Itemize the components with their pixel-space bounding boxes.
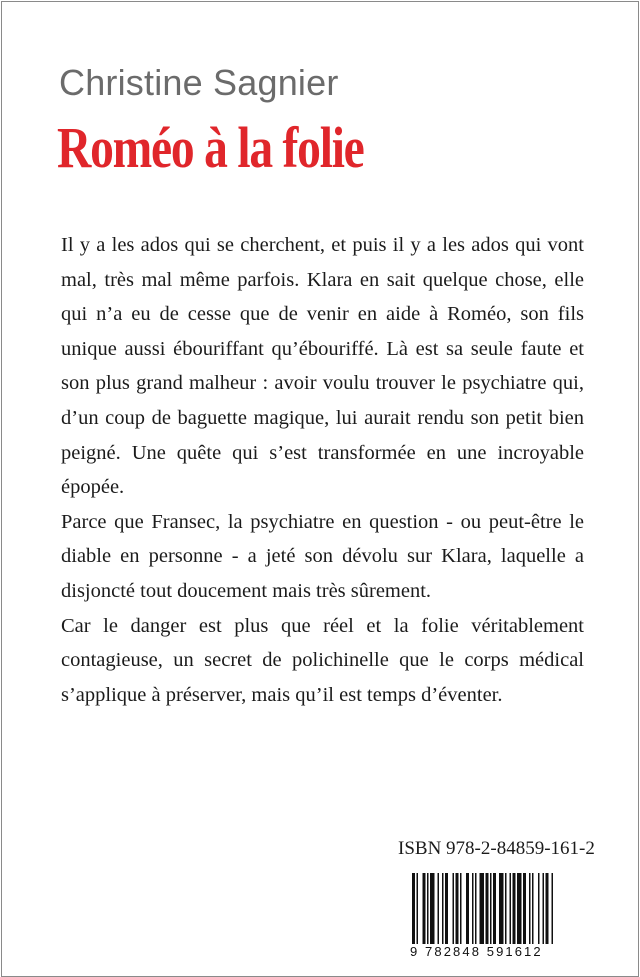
blurb-paragraph-2: Parce que Fransec, la psychiatre en question - ou peut-être le diable en personne - a jeté son dévolu sur Klara, laquelle a disjoncté tout doucement mais très sûrement.: [61, 510, 584, 602]
book-back-cover: [1, 1, 639, 977]
blurb-paragraph-1: Il y a les ados qui se cherchent, et puis il y a les ados qui vont mal, très mal même parfois. Klara en sait quelque chose, elle qui n’a eu de cesse que de venir en aide à Roméo, son fils unique aussi ébouriffant qu’ébouriffé. Là est sa seule faute et son plus grand malheur : avoir voulu trouver le psychiatre qui, d’un coup de baguette magique, lui aurait rendu son petit bien peigné. Une quête qui s’est transformée en une incroyable épopée.: [61, 234, 584, 499]
book-title: Roméo à la folie: [57, 115, 364, 180]
isbn-label: ISBN 978-2-84859-161-2: [398, 838, 595, 859]
author-name: Christine Sagnier: [59, 62, 339, 103]
blurb-paragraph-3: Car le danger est plus que réel et la folie véritablement contagieuse, un secret de polichinelle que le corps médical s’applique à préserver, mais qu’il est temps d’éventer.: [61, 614, 584, 706]
barcode-digits: 9 782848 591612: [410, 944, 591, 959]
blurb: [61, 228, 584, 712]
